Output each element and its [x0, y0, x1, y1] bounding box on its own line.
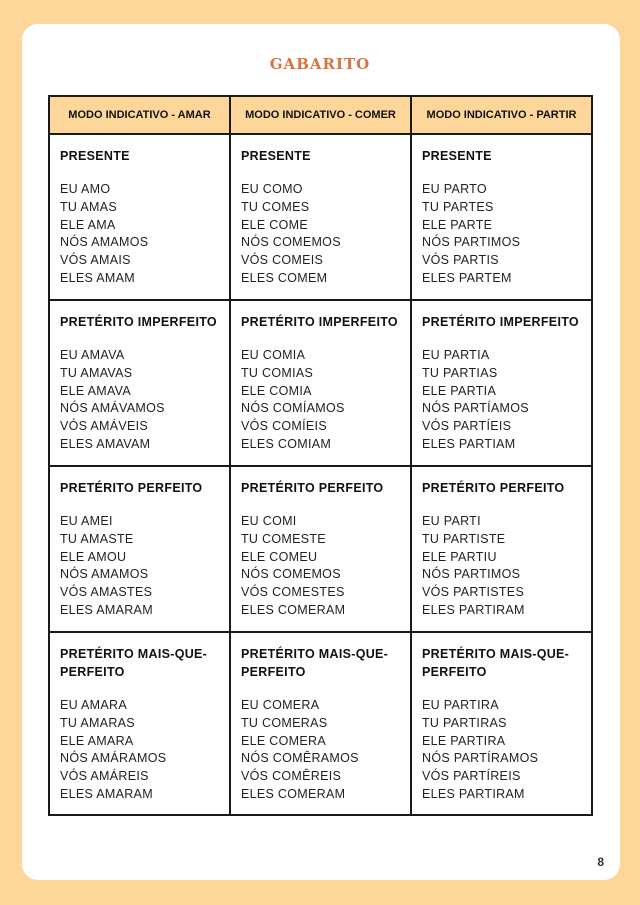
conjugation-cell — [230, 134, 411, 300]
verb-form: ELE COME — [241, 217, 308, 232]
verb-form: EU AMARA — [60, 698, 127, 712]
conjugation-table — [48, 95, 593, 816]
verb-forms — [241, 697, 400, 804]
verb-form: TU AMASTE — [60, 531, 134, 546]
verb-forms — [422, 347, 581, 454]
verb-form: NÓS COMEMOS — [241, 567, 341, 582]
verb-forms — [241, 347, 400, 454]
verb-form: TU AMARAS — [60, 715, 135, 730]
column-header-amar: MODO INDICATIVO - AMAR — [49, 96, 230, 134]
column-header-comer: MODO INDICATIVO - COMER — [230, 96, 411, 134]
verb-form: NÓS COMÊRAMOS — [241, 751, 359, 766]
verb-form: ELE AMAVA — [60, 383, 132, 398]
conjugation-cell — [411, 466, 592, 632]
table-header-row — [49, 96, 592, 134]
verb-form: TU PARTES — [422, 199, 494, 214]
verb-form: TU PARTIRAS — [422, 715, 507, 730]
verb-form: ELES PARTIAM — [422, 436, 516, 451]
conjugation-cell — [49, 300, 230, 466]
verb-form: TU COMERAS — [241, 715, 328, 730]
verb-form: EU PARTO — [422, 182, 487, 196]
verb-form: ELE AMARA — [60, 733, 134, 748]
verb-form: VÓS AMAIS — [60, 253, 131, 268]
verb-forms — [60, 697, 219, 804]
verb-forms — [241, 181, 400, 288]
tense-label: PRETÉRITO MAIS-QUE-PERFEITO — [60, 647, 208, 679]
conjugation-cell — [49, 134, 230, 300]
verb-form: VÓS COMESTES — [241, 585, 345, 600]
verb-forms — [422, 181, 581, 288]
page-number: 8 — [597, 855, 604, 869]
verb-form: NÓS AMAMOS — [60, 567, 149, 582]
verb-form: ELE COMEU — [241, 549, 318, 564]
table-row — [49, 466, 592, 632]
verb-form: TU AMAVAS — [60, 365, 133, 380]
verb-form: EU PARTIA — [422, 348, 490, 362]
verb-form: EU PARTIRA — [422, 698, 499, 712]
verb-form: NÓS COMÍAMOS — [241, 401, 345, 416]
verb-form: EU COMERA — [241, 698, 320, 712]
verb-form: VÓS PARTÍEIS — [422, 419, 512, 434]
tense-label: PRETÉRITO PERFEITO — [60, 481, 203, 495]
verb-form: ELE COMIA — [241, 383, 312, 398]
verb-form: ELES PARTIRAM — [422, 602, 525, 617]
verb-forms — [422, 697, 581, 804]
verb-form: NÓS AMÁRAMOS — [60, 751, 167, 766]
verb-form: ELES PARTIRAM — [422, 786, 525, 801]
tense-label: PRESENTE — [60, 149, 130, 163]
verb-form: NÓS AMAMOS — [60, 235, 149, 250]
verb-form: NÓS PARTÍAMOS — [422, 401, 529, 416]
table-body — [49, 134, 592, 815]
verb-form: TU PARTIAS — [422, 365, 498, 380]
verb-form: NÓS PARTIMOS — [422, 567, 521, 582]
verb-form: ELES COMIAM — [241, 436, 332, 451]
verb-form: TU COMES — [241, 199, 310, 214]
verb-form: TU PARTISTE — [422, 531, 506, 546]
tense-label: PRETÉRITO IMPERFEITO — [422, 315, 579, 329]
verb-form: ELES PARTEM — [422, 270, 512, 285]
verb-form: ELES AMARAM — [60, 602, 153, 617]
verb-form: NÓS PARTIMOS — [422, 235, 521, 250]
verb-form: ELE PARTE — [422, 217, 493, 232]
verb-form: VÓS PARTÍREIS — [422, 769, 521, 784]
verb-form: ELES AMARAM — [60, 786, 153, 801]
verb-form: NÓS COMEMOS — [241, 235, 341, 250]
verb-form: ELE COMERA — [241, 733, 326, 748]
tense-label: PRETÉRITO IMPERFEITO — [241, 315, 398, 329]
verb-form: TU COMESTE — [241, 531, 326, 546]
verb-form: EU AMAVA — [60, 348, 125, 362]
verb-form: VÓS AMASTES — [60, 585, 153, 600]
verb-forms — [60, 181, 219, 288]
conjugation-cell — [411, 300, 592, 466]
verb-form: ELES AMAM — [60, 270, 135, 285]
conjugation-cell — [49, 466, 230, 632]
column-header-partir: MODO INDICATIVO - PARTIR — [411, 96, 592, 134]
verb-form: ELE PARTIA — [422, 383, 497, 398]
table-row — [49, 134, 592, 300]
verb-form: ELE PARTIRA — [422, 733, 506, 748]
conjugation-cell — [230, 466, 411, 632]
tense-label: PRETÉRITO PERFEITO — [241, 481, 384, 495]
page-title: GABARITO — [269, 55, 371, 73]
tense-label: PRESENTE — [422, 149, 492, 163]
verb-form: NÓS PARTÍRAMOS — [422, 751, 539, 766]
tense-label: PRETÉRITO PERFEITO — [422, 481, 565, 495]
verb-form: NÓS AMÁVAMOS — [60, 401, 165, 416]
conjugation-cell — [230, 300, 411, 466]
verb-form: TU COMIAS — [241, 365, 314, 380]
tense-label: PRETÉRITO MAIS-QUE-PERFEITO — [422, 647, 570, 679]
verb-form: VÓS PARTISTES — [422, 585, 525, 600]
verb-form: EU COMIA — [241, 348, 306, 362]
verb-form: VÓS COMÊREIS — [241, 769, 342, 784]
verb-form: VÓS PARTIS — [422, 253, 499, 268]
table-row — [49, 300, 592, 466]
verb-form: TU AMAS — [60, 199, 117, 214]
verb-form: EU AMEI — [60, 514, 113, 528]
verb-form: VÓS COMÍEIS — [241, 419, 327, 434]
verb-form: EU AMO — [60, 182, 111, 196]
conjugation-cell — [49, 632, 230, 815]
verb-form: VÓS AMÁREIS — [60, 769, 149, 784]
verb-forms — [422, 513, 581, 620]
verb-form: ELE AMA — [60, 217, 116, 232]
verb-forms — [60, 347, 219, 454]
conjugation-cell — [411, 632, 592, 815]
verb-form: ELES COMEM — [241, 270, 328, 285]
conjugation-cell — [230, 632, 411, 815]
verb-form: ELES COMERAM — [241, 602, 346, 617]
tense-label: PRETÉRITO MAIS-QUE-PERFEITO — [241, 647, 389, 679]
verb-form: EU PARTI — [422, 514, 481, 528]
verb-form: ELE AMOU — [60, 549, 127, 564]
verb-forms — [60, 513, 219, 620]
verb-forms — [241, 513, 400, 620]
tense-label: PRETÉRITO IMPERFEITO — [60, 315, 217, 329]
verb-form: EU COMI — [241, 514, 297, 528]
table-row — [49, 632, 592, 815]
verb-form: EU COMO — [241, 182, 303, 196]
verb-form: VÓS AMÁVEIS — [60, 419, 149, 434]
tense-label: PRESENTE — [241, 149, 311, 163]
verb-form: ELES AMAVAM — [60, 436, 151, 451]
verb-form: ELES COMERAM — [241, 786, 346, 801]
verb-form: VÓS COMEIS — [241, 253, 324, 268]
verb-form: ELE PARTIU — [422, 549, 497, 564]
conjugation-cell — [411, 134, 592, 300]
